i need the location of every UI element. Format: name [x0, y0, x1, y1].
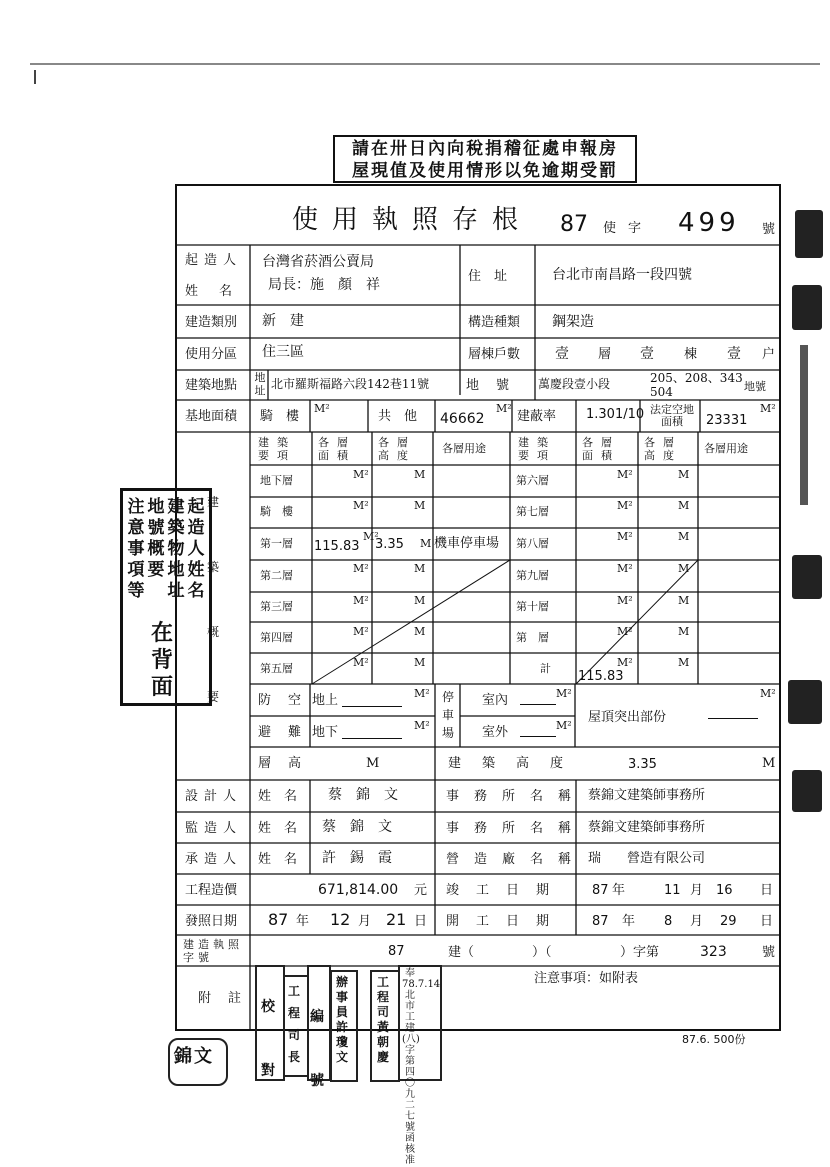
engineer-chief-text: 工程司長	[287, 984, 300, 1064]
designer-office: 蔡錦文建築師事務所	[588, 788, 706, 803]
issue-year-unit: 年	[296, 914, 310, 929]
issue-day: 21	[386, 910, 407, 929]
start-year-unit: 年	[622, 914, 636, 929]
unit-area: M²	[617, 499, 633, 512]
round-seal-text: 錦文	[174, 1046, 214, 1067]
building-height-label: 建 築 高 度	[448, 756, 568, 771]
roof-projection-label: 屋頂突出部份	[588, 710, 667, 725]
engineer-stamp-text: 工程司黃朝慶	[376, 975, 389, 1064]
unit-area: M²	[353, 594, 369, 607]
issue-month: 12	[330, 910, 351, 929]
applicant-address-label: 住 址	[468, 269, 508, 284]
row-floor-3: 第三層	[260, 600, 293, 613]
right-edge-mark-3	[800, 345, 808, 505]
cost-label: 工程造價	[185, 883, 238, 898]
designer-office-label: 事 務 所 名 稱	[446, 789, 573, 804]
units-unit: 户	[762, 347, 776, 362]
structure-label: 構造種類	[468, 315, 521, 330]
issue-year: 87	[268, 910, 289, 929]
right-edge-mark-6	[792, 770, 822, 812]
remarks-note: 注意事項：如附表	[534, 971, 639, 986]
unit-area: M²	[617, 656, 633, 669]
supervisor-office-label: 事 務 所 名 稱	[446, 821, 573, 836]
start-date-label: 開 工 日 期	[446, 914, 552, 929]
row-floor-4: 第四層	[260, 631, 293, 644]
approval-stamp-text: 奉78.7.14北市工建(八)字第四〇九二七號函核准	[402, 968, 441, 1166]
right-edge-mark-4	[792, 555, 822, 599]
side-note-big: 在背面	[150, 620, 173, 700]
applicant-head: 局長：施 顏 祥	[268, 277, 380, 293]
row-arcade: 騎 樓	[260, 505, 293, 518]
unit-area: M²	[353, 562, 369, 575]
unit-height: M	[420, 537, 432, 550]
other-area: 46662	[440, 411, 485, 427]
contractor-label: 承造人	[185, 852, 243, 867]
contractor-name: 許 錫 霞	[322, 850, 392, 866]
row-basement: 地下層	[260, 474, 293, 487]
storey-height-label: 層 高	[258, 756, 304, 771]
unit-height: M	[414, 468, 426, 481]
permit-hao: 號	[762, 222, 776, 237]
unit-height: M	[678, 562, 690, 575]
completion-day: 16	[716, 883, 733, 898]
start-month-unit: 月	[690, 914, 704, 929]
buildings-unit: 棟	[684, 347, 698, 362]
build-permit-label: 建造執照字號	[183, 938, 243, 964]
issue-month-unit: 月	[358, 914, 372, 929]
build-permit-year: 87	[388, 944, 405, 959]
above-ground-blank	[342, 706, 402, 707]
floors-count-label: 層棟戶數	[468, 347, 521, 362]
unit-area: M²	[617, 562, 633, 575]
row-floor-2: 第二層	[260, 569, 293, 582]
contractor-company: 瑞 營造有限公司	[588, 851, 706, 866]
supervisor-label: 監造人	[185, 821, 243, 836]
completion-day-unit: 日	[760, 883, 774, 898]
unit-area: M²	[617, 468, 633, 481]
unit-area: M²	[353, 656, 369, 669]
lot-number-1: 205、208、343	[650, 371, 743, 385]
proof-stamp-text: 校對	[261, 999, 275, 1079]
unit-height: M	[678, 594, 690, 607]
unit-height: M	[414, 562, 426, 575]
row-floor-10: 第十層	[516, 600, 549, 613]
unit-height: M	[678, 625, 690, 638]
arcade-unit: M²	[314, 402, 330, 415]
legal-open-unit: M²	[760, 402, 776, 415]
unit-area: M²	[363, 530, 379, 543]
applicant-name-label: 姓 名	[185, 284, 237, 299]
build-type-label: 建造類別	[185, 315, 238, 330]
supervisor-name: 蔡 錦 文	[322, 819, 392, 835]
build-type: 新 建	[262, 313, 304, 329]
print-note: 87.6. 500份	[682, 1033, 746, 1046]
build-permit-jian: 建（	[448, 945, 475, 960]
designer-name: 蔡 錦 文	[328, 787, 398, 803]
building-height-value: 3.35	[628, 757, 657, 772]
lot-number-2: 504	[650, 385, 673, 399]
hdr-use-right: 各層用途	[704, 442, 748, 455]
unit-height: M	[678, 530, 690, 543]
row-floor-6: 第六層	[516, 474, 549, 487]
applicant-name: 台灣省菸酒公賣局	[262, 254, 374, 270]
hdr-item-right: 建築要項	[518, 436, 556, 462]
below-unit: M²	[414, 719, 430, 732]
unit-height: M	[414, 499, 426, 512]
unit-height: M	[414, 625, 426, 638]
unit-area: M²	[617, 625, 633, 638]
completion-month-unit: 月	[690, 883, 704, 898]
clerk-stamp-text: 辦事員許瓊文	[335, 975, 348, 1064]
completion-month: 11	[664, 883, 681, 898]
row-floor-5: 第五層	[260, 662, 293, 675]
legal-open-area: 23331	[706, 413, 748, 428]
site-address-label: 地址	[254, 371, 266, 397]
supervisor-office: 蔡錦文建築師事務所	[588, 820, 706, 835]
storey-height-unit: M	[366, 756, 380, 771]
side-note-col-3: 建築物地址	[167, 497, 185, 601]
unit-area: M²	[353, 499, 369, 512]
row-floor-blank: 第 層	[516, 631, 549, 644]
side-note-col-1: 注意事項等	[127, 497, 145, 601]
evacuation-label: 避 難	[258, 725, 304, 740]
hdr-height-right: 各層高度	[644, 436, 682, 462]
outdoor-label: 室外	[482, 725, 509, 740]
unit-height: M	[414, 594, 426, 607]
applicant-label: 起造人	[185, 253, 243, 268]
designer-name-label: 姓 名	[258, 789, 298, 804]
build-permit-zi: ）字第	[620, 945, 660, 960]
coverage-ratio: 1.301/10	[586, 407, 645, 422]
indoor-blank	[520, 704, 556, 705]
start-year: 87	[592, 914, 609, 929]
start-day-unit: 日	[760, 914, 774, 929]
lot-section: 萬慶段壹小段	[538, 377, 611, 391]
row-floor-9: 第九層	[516, 569, 549, 582]
unit-height: M	[678, 499, 690, 512]
permit-number: 499	[678, 208, 740, 238]
indoor-unit: M²	[556, 687, 572, 700]
right-edge-mark-2	[792, 285, 822, 330]
form-title: 使用執照存根	[292, 205, 533, 235]
air-defense-label: 防 空	[258, 693, 304, 708]
indoor-label: 室內	[482, 693, 509, 708]
floor-1-area: 115.83	[314, 539, 360, 554]
above-ground-label: 地上	[312, 693, 339, 708]
floors-count: 壹	[555, 346, 569, 362]
unit-height: M	[678, 468, 690, 481]
contractor-company-label: 營 造 廠 名 稱	[446, 852, 573, 867]
unit-area: M²	[353, 468, 369, 481]
hdr-item-left: 建築要項	[258, 436, 296, 462]
hdr-height-left: 各層高度	[378, 436, 416, 462]
site-label: 建築地點	[185, 378, 238, 393]
cost-unit: 元	[414, 883, 428, 898]
row-floor-7: 第七層	[516, 505, 549, 518]
unit-area: M²	[353, 625, 369, 638]
completion-year: 87	[592, 883, 609, 898]
issue-date-label: 發照日期	[185, 914, 238, 929]
supervisor-name-label: 姓 名	[258, 821, 298, 836]
floor-1-use: 機車停車場	[434, 536, 500, 551]
cost-value: 671,814.00	[318, 882, 399, 898]
start-day: 29	[720, 914, 737, 929]
lot-suffix: 地號	[744, 380, 766, 393]
build-permit-hao: 號	[762, 945, 776, 960]
side-note-col-2: 地號概要	[147, 497, 165, 580]
roof-unit: M²	[760, 687, 776, 700]
base-area-label: 基地面積	[185, 409, 238, 424]
legal-open-label: 法定空地面積	[650, 403, 694, 428]
remarks-label: 附 註	[198, 991, 244, 1006]
applicant-address: 台北市南昌路一段四號	[552, 267, 692, 283]
outdoor-blank	[520, 736, 556, 737]
site-address: 北市羅斯福路六段142巷11號	[271, 377, 430, 391]
parking-label: 停車場	[441, 690, 454, 740]
permit-char-zi: 字	[628, 221, 642, 236]
zone-label: 使用分區	[185, 347, 238, 362]
start-month: 8	[664, 914, 673, 929]
unit-height: M	[678, 656, 690, 669]
arcade-label: 騎 樓	[260, 409, 300, 424]
unit-area: M²	[617, 530, 633, 543]
contractor-name-label: 姓 名	[258, 852, 298, 867]
notice-line-1: 請在卅日內向稅捐稽征處申報房	[352, 139, 618, 159]
below-ground-label: 地下	[312, 725, 339, 740]
other-unit: M²	[496, 402, 512, 415]
building-height-unit: M	[762, 756, 776, 771]
designer-label: 設計人	[185, 789, 243, 804]
buildings-count: 壹	[640, 346, 654, 362]
units-count: 壹	[727, 346, 741, 362]
other-label: 共 他	[378, 409, 418, 424]
right-edge-mark-1	[795, 210, 823, 258]
row-total: 計	[540, 662, 551, 675]
build-permit-number: 323	[700, 944, 727, 960]
hdr-use-left: 各層用途	[442, 442, 486, 455]
structure-type: 鋼架造	[552, 314, 594, 330]
total-area: 115.83	[578, 669, 624, 684]
notice-line-2: 屋現值及使用情形以免逾期受罰	[352, 161, 618, 181]
below-ground-blank	[342, 738, 402, 739]
unit-height: M	[414, 656, 426, 669]
roof-blank	[708, 718, 758, 719]
floors-unit: 層	[598, 347, 612, 362]
hdr-area-left: 各層面積	[318, 436, 356, 462]
floor-1-height: 3.35	[375, 537, 404, 552]
unit-area: M²	[617, 594, 633, 607]
section-label-vertical: 建築概要	[206, 495, 219, 704]
row-floor-8: 第八層	[516, 537, 549, 550]
permit-char-shi: 使	[603, 221, 617, 236]
side-note-col-4: 起造人姓名	[187, 497, 205, 601]
completion-date-label: 竣 工 日 期	[446, 883, 552, 898]
lot-label: 地 號	[466, 378, 512, 393]
completion-year-unit: 年	[612, 883, 626, 898]
build-permit-paren: ）（	[532, 945, 552, 960]
right-edge-mark-5	[788, 680, 822, 724]
coverage-label: 建蔽率	[517, 409, 557, 424]
row-floor-1: 第一層	[260, 537, 293, 550]
permit-year: 87	[560, 212, 588, 237]
issue-day-unit: 日	[414, 914, 428, 929]
number-stamp-text: 編號	[310, 1009, 324, 1089]
above-unit: M²	[414, 687, 430, 700]
hdr-area-right: 各層面積	[582, 436, 620, 462]
outdoor-unit: M²	[556, 719, 572, 732]
zone-value: 住三區	[262, 344, 304, 360]
